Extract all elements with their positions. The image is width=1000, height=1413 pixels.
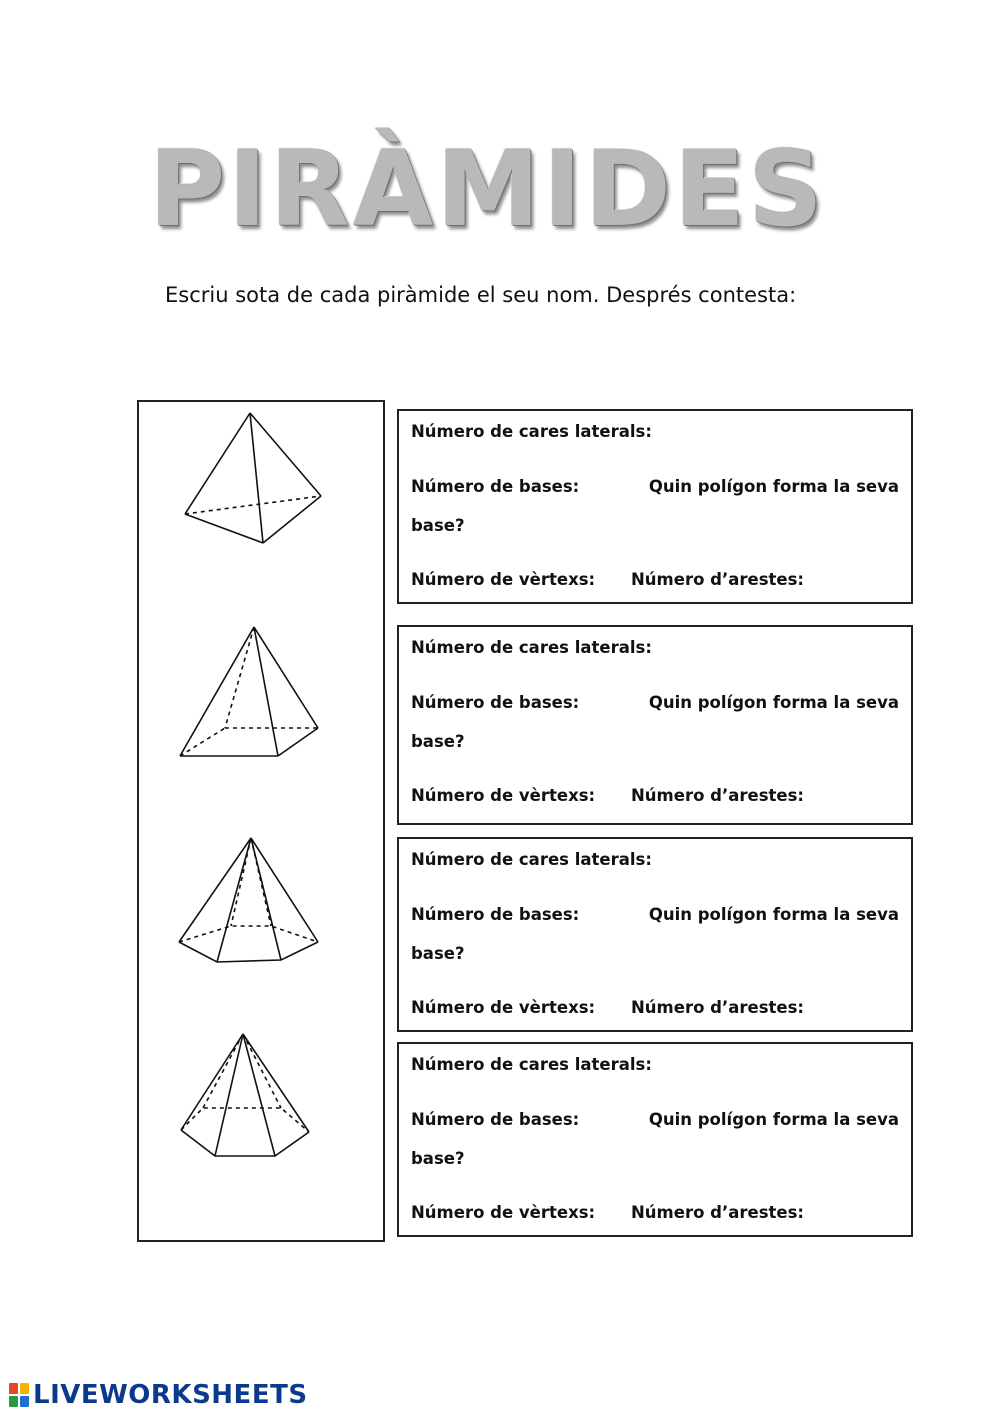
polygon-question-cont: base?	[411, 732, 465, 751]
liveworksheets-logo-icon	[8, 1382, 30, 1408]
vertices-label: Número de vèrtexs:	[411, 570, 596, 589]
triangular-pyramid-icon	[181, 410, 326, 550]
bases-label: Número de bases:	[411, 693, 580, 712]
pyramid-column	[137, 400, 385, 1242]
polygon-question-cont: base?	[411, 944, 465, 963]
question-box-4	[397, 1042, 913, 1237]
edges-label: Número d’arestes:	[631, 998, 805, 1017]
vertices-label: Número de vèrtexs:	[411, 786, 596, 805]
bases-label: Número de bases:	[411, 1110, 580, 1129]
bases-label: Número de bases:	[411, 905, 580, 924]
footer-brand	[8, 1380, 308, 1410]
lateral-faces-label: Número de cares laterals:	[411, 850, 652, 869]
polygon-question: Quin polígon forma la seva	[648, 905, 899, 924]
question-box-2	[397, 625, 913, 825]
edges-label: Número d’arestes:	[631, 786, 805, 805]
pentagonal-pyramid-icon	[175, 836, 325, 971]
vertices-label: Número de vèrtexs:	[411, 1203, 596, 1222]
question-box-3	[397, 837, 913, 1032]
question-box-1	[397, 409, 913, 604]
instruction-text: Escriu sota de cada piràmide el seu nom. Després contesta:	[165, 283, 797, 307]
polygon-question: Quin polígon forma la seva	[648, 477, 899, 496]
polygon-question: Quin polígon forma la seva	[648, 693, 899, 712]
page-title: PIRÀMIDES	[149, 128, 826, 250]
brand-name: LIVEWORKSHEETS	[33, 1380, 308, 1410]
edges-label: Número d’arestes:	[631, 570, 805, 589]
square-pyramid-icon	[177, 624, 322, 764]
polygon-question: Quin polígon forma la seva	[648, 1110, 899, 1129]
polygon-question-cont: base?	[411, 516, 465, 535]
polygon-question-cont: base?	[411, 1149, 465, 1168]
lateral-faces-label: Número de cares laterals:	[411, 1055, 652, 1074]
lateral-faces-label: Número de cares laterals:	[411, 638, 652, 657]
edges-label: Número d’arestes:	[631, 1203, 805, 1222]
hexagonal-pyramid-icon	[179, 1032, 324, 1162]
bases-label: Número de bases:	[411, 477, 580, 496]
lateral-faces-label: Número de cares laterals:	[411, 422, 652, 441]
vertices-label: Número de vèrtexs:	[411, 998, 596, 1017]
